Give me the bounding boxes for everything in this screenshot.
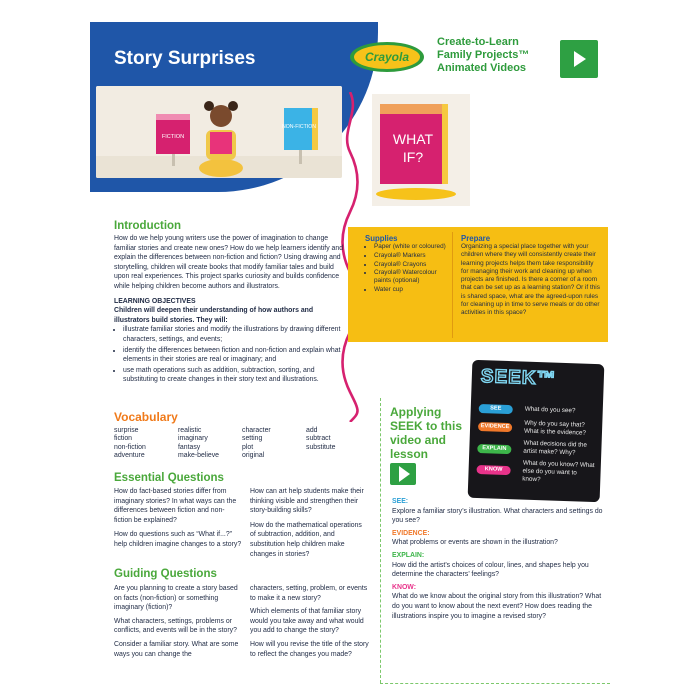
seek-tag-see: SEE xyxy=(479,404,513,414)
objective-item: • illustrate familiar stories and modify the illustrations by drawing different characters, settings, and events; xyxy=(123,325,346,344)
essential-questions-left xyxy=(114,487,242,550)
guiding-questions-left xyxy=(114,584,242,659)
book-label-fiction: FICTION xyxy=(161,134,185,140)
book-label-what: WHAT xyxy=(392,131,434,147)
guiding-questions-heading: Guiding Questions xyxy=(114,568,217,580)
vocab-word: realistic xyxy=(178,427,202,434)
prepare-heading: Prepare xyxy=(461,234,491,243)
vocab-word: make-believe xyxy=(178,452,219,460)
applying-heading: Applying SEEK to this video and lesson xyxy=(390,405,463,461)
introduction-body: How do we help young writers use the power of imagination to change familiar stories and create new ones? How do we help learners identify and explain the differences between non-fiction and fiction? Using drawing and storytelling, children will create books that modify familiar tales and build upon real experiences. This project sparks curiosity and builds confidence while helping children become authors and illustrators. xyxy=(114,235,344,290)
question-item: How do the mathematical operations of subtraction, addition, and substitution help children make changes in stories? xyxy=(250,521,362,558)
prepare-body: Organizing a special place together with your children where they will consistently create their learning projects helps them take responsibility for managing their work and cleaning up when projects are finished. Is there a corner of a room that can be set up as a learning station? Or if this is shared space, what are the agreed-upon rules for cleaning up in time to serve meals or do other activities in this space? xyxy=(461,243,600,317)
header-illustration xyxy=(96,86,342,178)
vocab-word: setting xyxy=(242,435,263,443)
objectives-list xyxy=(114,325,346,385)
dashed-border-bottom xyxy=(380,683,610,684)
vocab-word: plot xyxy=(242,443,254,451)
seek-question-explain: What decisions did the artist make? Why? xyxy=(523,439,588,457)
question-item: How do questions such as “What if...?” help children imagine changes to a story? xyxy=(114,531,242,548)
question-item: Consider a familiar story. What are some ways you can change the xyxy=(114,640,239,658)
know-label: KNOW: xyxy=(392,583,416,591)
seek-question-know: What do you know? What else do you want to know? xyxy=(522,459,595,484)
kids-reading-illustration xyxy=(96,86,342,178)
seek-card xyxy=(468,360,605,503)
objective-item: • use math operations such as addition, subtraction, sorting, and substituting to create changes in their story text and illustrations. xyxy=(123,366,346,385)
book-label-if: IF? xyxy=(402,149,424,165)
crayola-logo-text: Crayola xyxy=(364,50,410,64)
question-item: How will you revise the title of the story to reflect the changes you made? xyxy=(250,640,369,658)
supplies-section xyxy=(365,234,447,295)
dashed-border-left xyxy=(380,398,381,683)
play-icon xyxy=(574,51,586,67)
crayola-logo-mark xyxy=(347,38,427,74)
what-if-book xyxy=(372,94,470,206)
promo-block xyxy=(437,36,557,75)
introduction-section xyxy=(114,220,346,386)
vocab-word: fiction xyxy=(114,435,133,443)
objectives-heading: LEARNING OBJECTIVES xyxy=(114,297,196,305)
applying-body xyxy=(392,497,604,621)
vocab-col-3 xyxy=(242,427,271,461)
supply-item: • Paper (white or coloured) xyxy=(374,243,447,251)
question-item: Which elements of that familiar story would you take away and what would you add to change the story? xyxy=(250,608,364,635)
vocab-word: subtract xyxy=(306,435,331,443)
evidence-label: EVIDENCE: xyxy=(392,529,430,537)
seek-question-see: What do you see? xyxy=(524,405,576,415)
seek-question-evidence: Why do you say that? What is the evidence? xyxy=(523,419,587,437)
supplies-heading: Supplies xyxy=(365,234,398,243)
what-if-illustration xyxy=(372,94,470,206)
question-item: What characters, settings, problems or conflicts, and events will be in the story? xyxy=(114,617,237,635)
play-icon xyxy=(399,466,410,482)
objective-item: • identify the differences between fiction and non-fiction and explain what elements in their stories are real or imaginary; and xyxy=(123,346,346,365)
vocab-col-2 xyxy=(178,427,219,461)
supply-item: • Crayola® Markers xyxy=(374,252,447,260)
seek-tag-evidence: EVIDENCE xyxy=(478,422,512,432)
promo-line-3: Animated Videos xyxy=(437,62,527,74)
vocab-word: non-fiction xyxy=(114,443,146,451)
promo-line-1: Create-to-Learn xyxy=(437,36,519,48)
question-continuation: characters, setting, problem, or events to make it a new story? xyxy=(250,585,368,602)
vocab-word: surprise xyxy=(114,427,139,434)
explain-label: EXPLAIN: xyxy=(392,551,425,559)
explain-text: How did the artist’s choices of colour, lines, and shapes help you determine the characters’ feelings? xyxy=(392,561,589,579)
supply-item: • Crayola® Crayons xyxy=(374,261,447,269)
evidence-text: What problems or events are shown in the illustration? xyxy=(392,539,558,547)
crayola-logo xyxy=(347,38,427,74)
essential-questions-heading: Essential Questions xyxy=(114,472,224,484)
supply-item: • Water cup xyxy=(374,286,447,294)
panel-divider xyxy=(452,232,453,338)
question-item: How can art help students make their thinking visible and strengthen their story-building skills? xyxy=(250,488,364,515)
see-label: SEE: xyxy=(392,498,409,505)
seek-title: SEEK™ xyxy=(480,366,557,390)
applying-play-button[interactable] xyxy=(390,463,416,485)
seek-tag-know: KNOW xyxy=(476,465,510,475)
vocab-word: adventure xyxy=(114,452,145,460)
vocab-col-4 xyxy=(306,427,336,452)
seek-tag-explain: EXPLAIN xyxy=(477,444,511,454)
vocab-word: character xyxy=(242,427,271,434)
see-text: Explore a familiar story’s illustration. What characters and settings do you see? xyxy=(392,507,603,525)
question-item: Are you planning to create a story based on facts (non-fiction) or something imaginary (fiction)? xyxy=(114,585,238,612)
supply-item: • Crayola® Watercolour paints (optional) xyxy=(374,269,447,285)
vocab-word: add xyxy=(306,427,318,434)
supplies-list xyxy=(365,243,447,294)
vocab-col-1 xyxy=(114,427,146,461)
objectives-lead: Children will deepen their understanding of how authors and illustrators build stories. They will: xyxy=(114,307,314,324)
video-play-button[interactable] xyxy=(560,40,598,78)
vocab-word: imaginary xyxy=(178,435,208,443)
page-title: Story Surprises xyxy=(114,48,256,69)
promo-line-2: Family Projects™ xyxy=(437,49,530,61)
know-text: What do we know about the original story from this illustration? What do you want to know about the next event? How does reading the illustrations inspire you to imagine a revised story? xyxy=(392,593,602,620)
vocab-word: fantasy xyxy=(178,443,201,451)
vocab-word: original xyxy=(242,452,265,460)
guiding-questions-right xyxy=(250,584,370,659)
prepare-section xyxy=(461,234,601,318)
vocab-word: substitute xyxy=(306,443,336,451)
essential-questions-right xyxy=(250,487,368,559)
question-item: How do fact-based stories differ from imaginary stories? In what ways can the differences between fiction and non-fiction be explained? xyxy=(114,488,237,524)
introduction-heading: Introduction xyxy=(114,220,182,232)
vocabulary-heading: Vocabulary xyxy=(114,410,178,424)
book-label-nonfiction: NON-FICTION xyxy=(281,124,317,130)
